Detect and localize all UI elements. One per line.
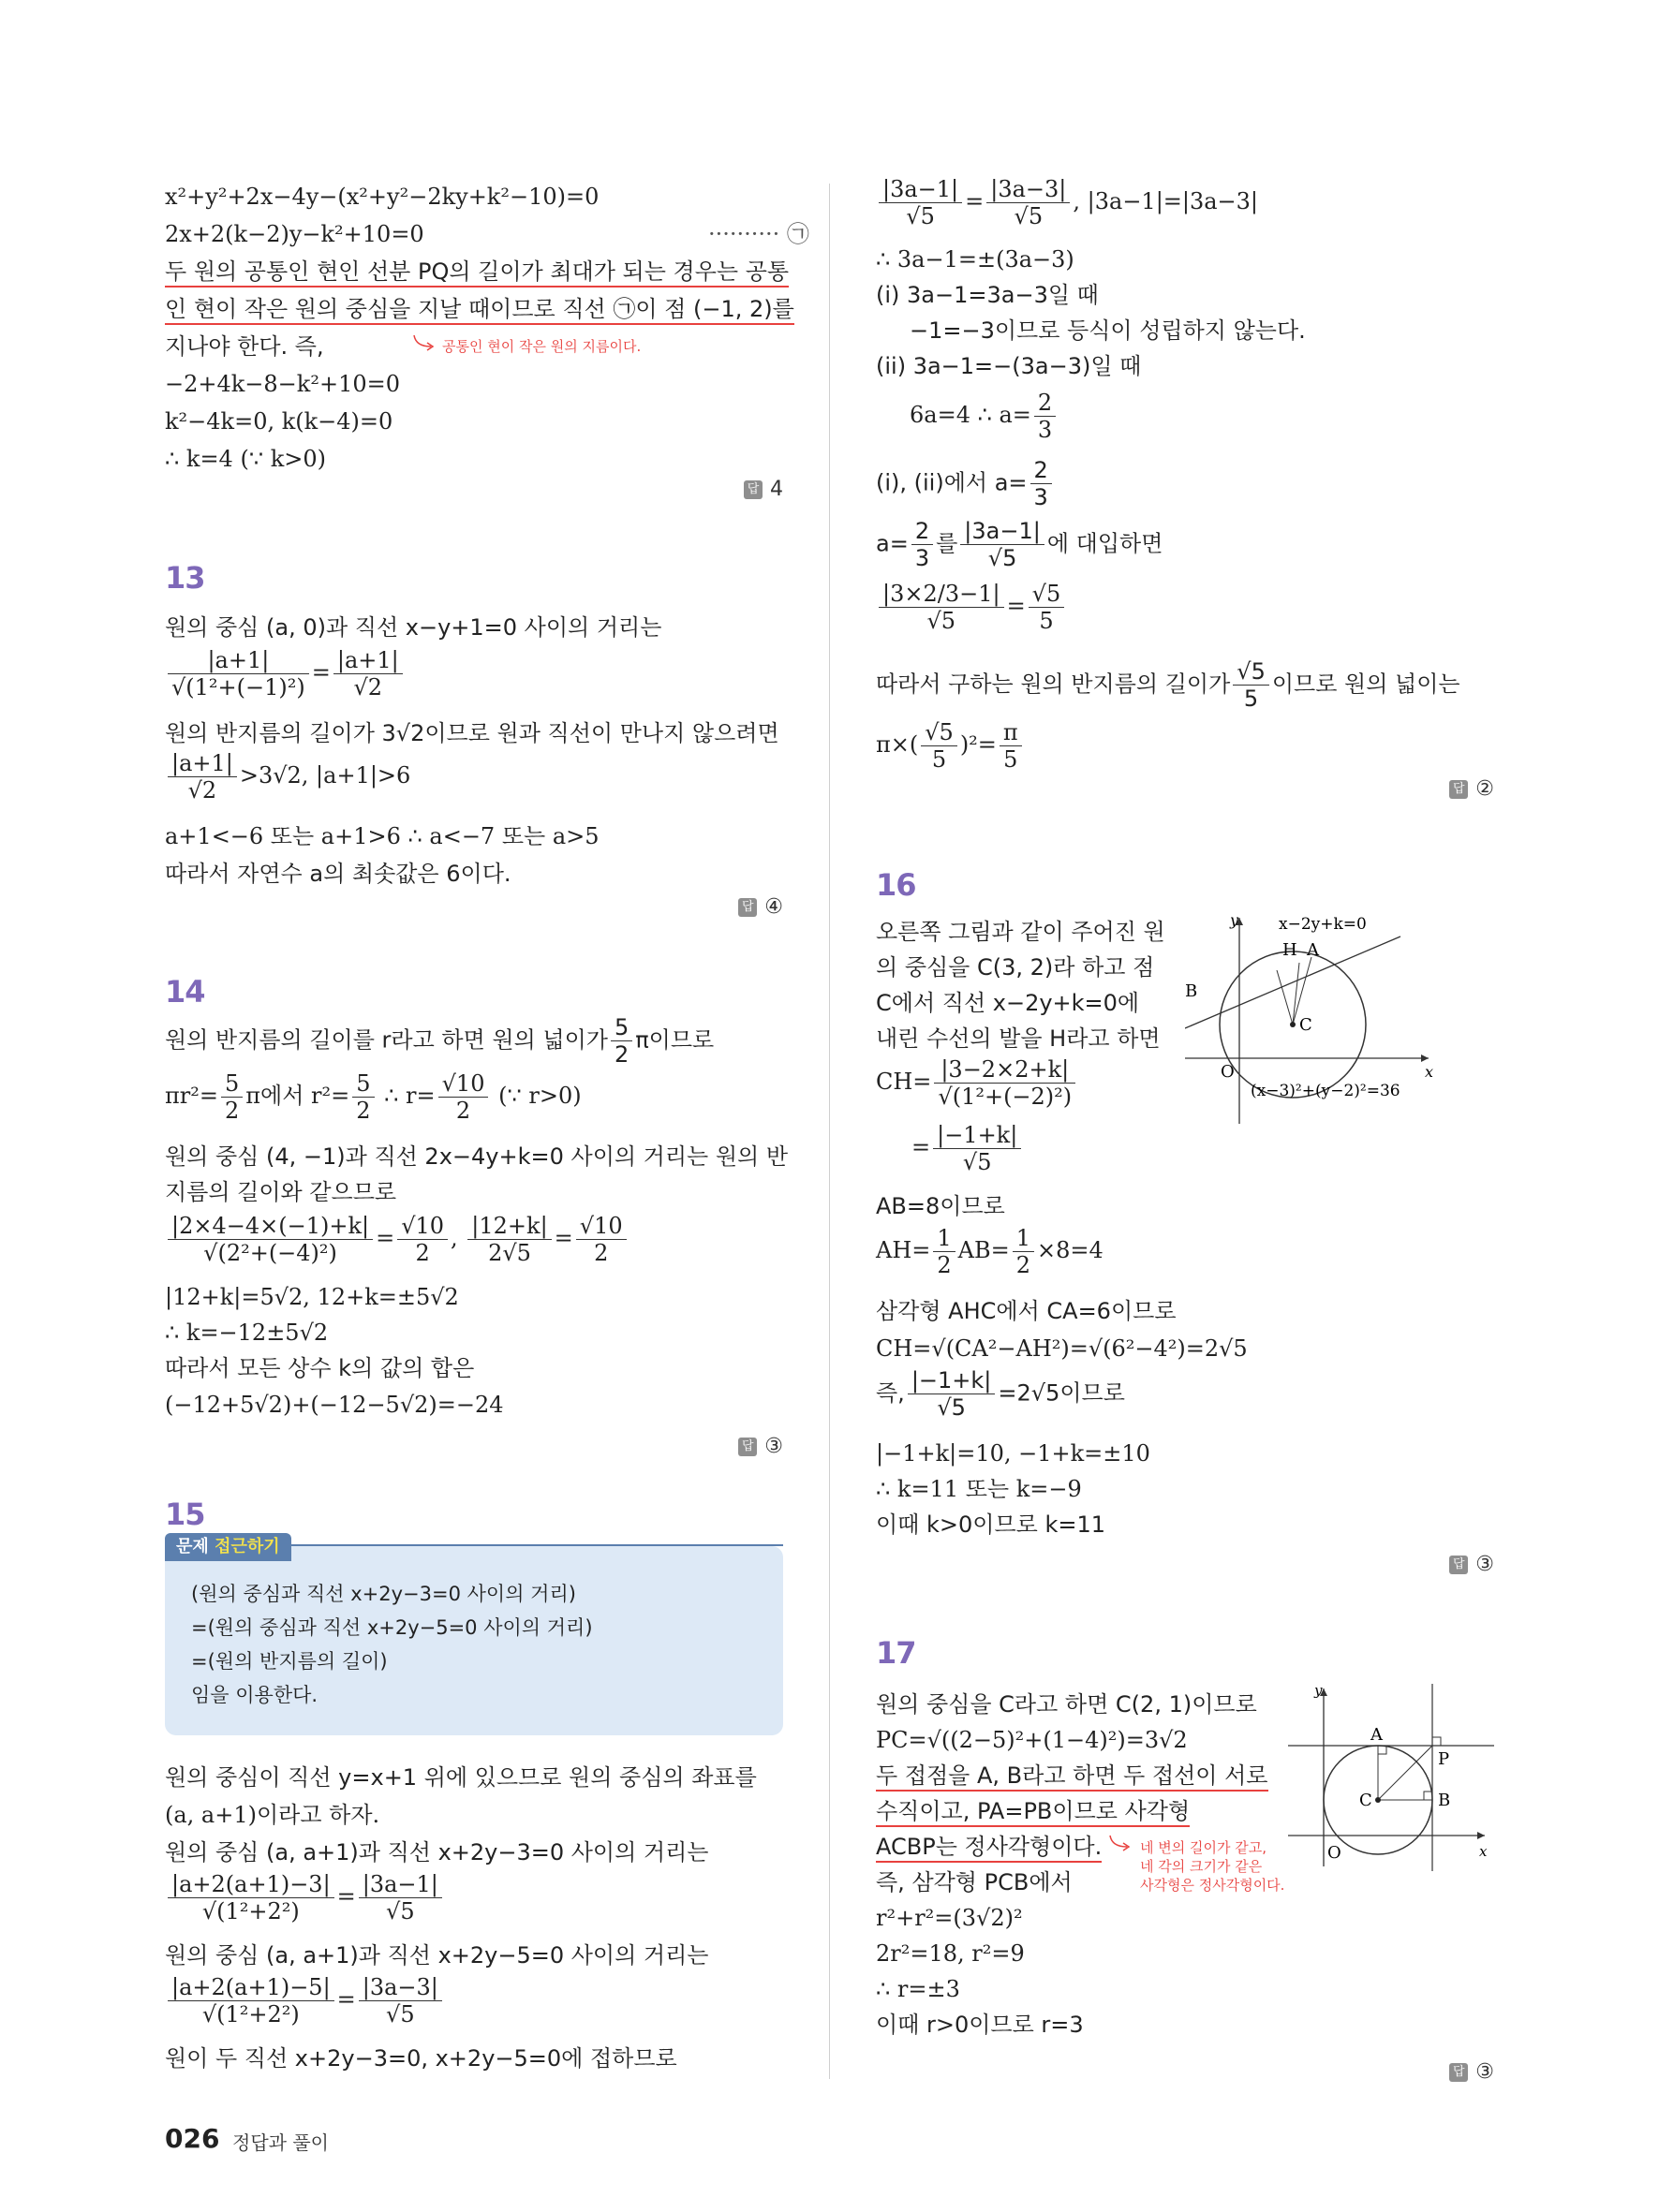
eq-line: −2+4k−8−k²+10=0 xyxy=(165,371,400,397)
eq-line: ∴ k=4 (∵ k>0) xyxy=(165,446,326,472)
text-line: 두 접점을 A, B라고 하면 두 접선이 서로 xyxy=(876,1762,1268,1792)
text-line: 인 현이 작은 원의 중심을 지날 때이므로 직선 ㉠이 점 (−1, 2)를 xyxy=(165,296,794,325)
formula: AH= $\frac{1}{2}$ AB= $\frac{1}{2}$ ×8=4 xyxy=(876,1225,1104,1278)
fig-label: B xyxy=(1438,1791,1451,1810)
answer-icon: 답 xyxy=(1449,780,1468,799)
text-line: 원의 반지름의 길이를 r라고 하면 원의 넓이가 $\frac{5}{2}$ π이므로 xyxy=(165,1014,715,1068)
text-line: 원의 중심 (a, 0)과 직선 x−y+1=0 사이의 거리는 xyxy=(165,614,662,641)
text-line: 두 원의 공통인 현인 선분 PQ의 길이가 최대가 되는 경우는 공통 xyxy=(165,258,789,288)
approach-tab: 문제 접근하기 xyxy=(165,1533,291,1561)
text-line: 따라서 모든 상수 k의 값의 합은 xyxy=(165,1355,475,1381)
text-line: 이때 k>0이므로 k=11 xyxy=(876,1512,1106,1538)
text-line: 오른쪽 그림과 같이 주어진 원 xyxy=(876,919,1165,945)
approach-line: =(원의 중심과 직선 x+2y−5=0 사이의 거리) xyxy=(191,1616,593,1639)
eq-line: |12+k|=5√2, 12+k=±5√2 xyxy=(165,1284,459,1310)
text-line: 원의 중심이 직선 y=x+1 위에 있으므로 원의 중심의 좌표를 xyxy=(165,1764,757,1791)
formula: $\frac{|2\times 4-4\times(-1)+k|}{\text{√(2²+(−4)²)}}$ = $\frac{√10}{2}$ , $\frac{|12+k|}{2√5}$ = $\frac{√10}{2}$ xyxy=(165,1213,630,1266)
side-note: 네 변의 길이가 같고, xyxy=(1140,1839,1266,1856)
answer-icon: 답 xyxy=(1449,1556,1468,1574)
fig-label: A xyxy=(1370,1725,1383,1745)
fig-label: x xyxy=(1479,1843,1488,1860)
text-line: 원의 반지름의 길이가 3√2이므로 원과 직선이 만나지 않으려면 xyxy=(165,720,779,746)
eq-line: 2r²=18, r²=9 xyxy=(876,1940,1025,1967)
answer-icon: 답 xyxy=(1449,2063,1468,2082)
approach-line: 임을 이용한다. xyxy=(191,1684,318,1706)
text-line: −1=−3이므로 등식이 성립하지 않는다. xyxy=(910,317,1306,344)
problem-number: 15 xyxy=(165,1497,205,1532)
answer-icon: 답 xyxy=(744,480,763,499)
eq-line: ∴ k=11 또는 k=−9 xyxy=(876,1476,1082,1502)
fig-label: A xyxy=(1307,940,1319,960)
text-line: 지나야 한다. 즉, xyxy=(165,333,324,360)
text-line: C에서 직선 x−2y+k=0에 xyxy=(876,990,1140,1016)
answer-icon: 답 xyxy=(738,1438,757,1456)
text-line: AB=8이므로 xyxy=(876,1193,1005,1219)
text-line: 수직이고, PA=PB이므로 사각형 xyxy=(876,1798,1190,1827)
formula: $\frac{|a+2(a+1)-5|}{\text{√(1²+2²)}}$ = $\frac{|3a-3|}{√5}$ xyxy=(165,1974,445,2028)
answer: 답 ② xyxy=(1449,777,1494,801)
text-line: ACBP는 정사각형이다. xyxy=(876,1834,1102,1863)
formula: $\frac{|3a-1|}{√5}$ = $\frac{|3a-3|}{√5}$ , |3a−1|=|3a−3| xyxy=(876,176,1258,229)
answer: 답 ③ xyxy=(1449,1553,1494,1576)
eq-line: |−1+k|=10, −1+k=±10 xyxy=(876,1440,1150,1467)
fig-label: O xyxy=(1327,1843,1341,1863)
answer: 답 ④ xyxy=(738,895,783,919)
square-tangent-figure xyxy=(1288,1684,1494,1871)
formula: $\frac{|a+1|}{\text{√(1²+(−1)²)}}$ = $\frac{|a+1|}{√2}$ xyxy=(165,647,406,700)
eq-line: r²+r²=(3√2)² xyxy=(876,1905,1023,1931)
problem-number: 14 xyxy=(165,974,205,1010)
eq-line: (−12+5√2)+(−12−5√2)=−24 xyxy=(165,1392,504,1418)
fig-label: x−2y+k=0 xyxy=(1279,915,1367,934)
formula: π×( $\frac{√5}{5}$ )²= $\frac{\pi}{5}$ xyxy=(876,719,1025,773)
fig-label: (x−3)²+(y−2)²=36 xyxy=(1251,1082,1400,1100)
eq-line: a+1<−6 또는 a+1>6 ∴ a<−7 또는 a>5 xyxy=(165,823,600,849)
text-line: 이때 r>0이므로 r=3 xyxy=(876,2012,1084,2038)
eq-mark: ·········· ㉠ xyxy=(708,221,809,247)
formula: $\frac{|a+2(a+1)-3|}{\text{√(1²+2²)}}$ = $\frac{|3a-1|}{√5}$ xyxy=(165,1871,445,1924)
text-line: 즉, 삼각형 PCB에서 xyxy=(876,1869,1073,1895)
approach-box xyxy=(165,1537,783,1735)
text-line: 원의 중심을 C라고 하면 C(2, 1)이므로 xyxy=(876,1691,1257,1718)
fig-label: P xyxy=(1438,1749,1450,1769)
note-arrow-icon xyxy=(410,333,438,361)
text-line: (ii) 3a−1=−(3a−3)일 때 xyxy=(876,353,1142,379)
formula: $\frac{|a+1|}{√2}$ >3√2, |a+1|>6 xyxy=(165,750,410,804)
column-divider xyxy=(829,184,830,2079)
answer: 답 ③ xyxy=(738,1435,783,1458)
problem-number: 17 xyxy=(876,1635,916,1671)
fig-label: H xyxy=(1282,940,1297,960)
eq-line: (a, a+1)이라고 하자. xyxy=(165,1802,380,1828)
formula: (i), (ii)에서 a= $\frac{2}{3}$ xyxy=(876,457,1055,510)
formula: $\frac{|3\times 2/3-1|}{√5}$ = $\frac{√5}{5}$ xyxy=(876,581,1067,634)
text-line: 따라서 자연수 a의 최솟값은 6이다. xyxy=(165,861,511,887)
formula: a= $\frac{2}{3}$ 를 $\frac{|3a-1|}{√5}$ 에 대입하면 xyxy=(876,518,1163,571)
problem-number: 16 xyxy=(876,867,916,903)
fig-label: B xyxy=(1185,981,1198,1001)
side-note: 공통인 현이 작은 원의 지름이다. xyxy=(442,338,642,355)
fig-label: y xyxy=(1314,1684,1323,1699)
side-note: 네 각의 크기가 같은 xyxy=(1140,1858,1263,1875)
text-line: 의 중심을 C(3, 2)라 하고 점 xyxy=(876,954,1155,981)
eq-line: ∴ 3a−1=±(3a−3) xyxy=(876,246,1074,273)
text-line: (i) 3a−1=3a−3일 때 xyxy=(876,282,1099,308)
fig-label: C xyxy=(1359,1791,1372,1810)
formula: = $\frac{|-1+k|}{√5}$ xyxy=(911,1122,1024,1175)
formula: πr²= $\frac{5}{2}$ π에서 r²= $\frac{5}{2}$ ∴ r= $\frac{√10}{2}$ (∵ r>0) xyxy=(165,1070,582,1124)
page-number: 026 xyxy=(165,2123,220,2154)
fig-label: O xyxy=(1221,1062,1235,1082)
eq-line: 2x+2(k−2)y−k²+10=0 xyxy=(165,221,424,247)
answer: 답 ③ xyxy=(1449,2060,1494,2084)
fig-label: y xyxy=(1230,911,1239,929)
text-line: 원의 중심 (a, a+1)과 직선 x+2y−5=0 사이의 거리는 xyxy=(165,1942,709,1969)
text-line: 원의 중심 (a, a+1)과 직선 x+2y−3=0 사이의 거리는 xyxy=(165,1839,709,1865)
problem-number: 13 xyxy=(165,560,205,596)
eq-line: ∴ k=−12±5√2 xyxy=(165,1320,329,1346)
answer-icon: 답 xyxy=(738,898,757,917)
note-arrow-icon xyxy=(1106,1834,1134,1862)
approach-line: (원의 중심과 직선 x+2y−3=0 사이의 거리) xyxy=(191,1583,576,1605)
fig-label: C xyxy=(1299,1015,1312,1035)
eq-line: PC=√((2−5)²+(1−4)²)=3√2 xyxy=(876,1727,1188,1753)
text-line: 원이 두 직선 x+2y−3=0, x+2y−5=0에 접하므로 xyxy=(165,2045,677,2072)
approach-line: =(원의 반지름의 길이) xyxy=(191,1650,388,1673)
text-line: 지름의 길이와 같으므로 xyxy=(165,1179,397,1205)
circle-tangent-figure xyxy=(1185,908,1494,1133)
text-line: 원의 중심 (4, −1)과 직선 2x−4y+k=0 사이의 거리는 원의 반 xyxy=(165,1143,789,1170)
formula: 따라서 구하는 원의 반지름의 길이가 $\frac{√5}{5}$ 이므로 원의 넓이는 xyxy=(876,658,1460,712)
eq-line: CH=√(CA²−AH²)=√(6²−4²)=2√5 xyxy=(876,1335,1248,1362)
eq-line: k²−4k=0, k(k−4)=0 xyxy=(165,408,393,435)
page-title: 정답과 풀이 xyxy=(232,2131,329,2154)
formula: 6a=4 ∴ a= $\frac{2}{3}$ xyxy=(910,390,1059,443)
answer: 답 4 xyxy=(744,478,783,501)
formula: CH= $\frac{|3-2\times 2+k|}{\text{√(1²+(−2)²)}}$ xyxy=(876,1056,1078,1110)
fig-label: x xyxy=(1425,1063,1434,1081)
formula: 즉, $\frac{|-1+k|}{√5}$ =2√5이므로 xyxy=(876,1367,1125,1421)
eq-line: x²+y²+2x−4y−(x²+y²−2ky+k²−10)=0 xyxy=(165,184,600,210)
side-note: 사각형은 정사각형이다. xyxy=(1140,1877,1285,1894)
text-line: 삼각형 AHC에서 CA=6이므로 xyxy=(876,1298,1177,1324)
eq-line: ∴ r=±3 xyxy=(876,1976,960,2002)
text-line: 내린 수선의 발을 H라고 하면 xyxy=(876,1025,1161,1052)
